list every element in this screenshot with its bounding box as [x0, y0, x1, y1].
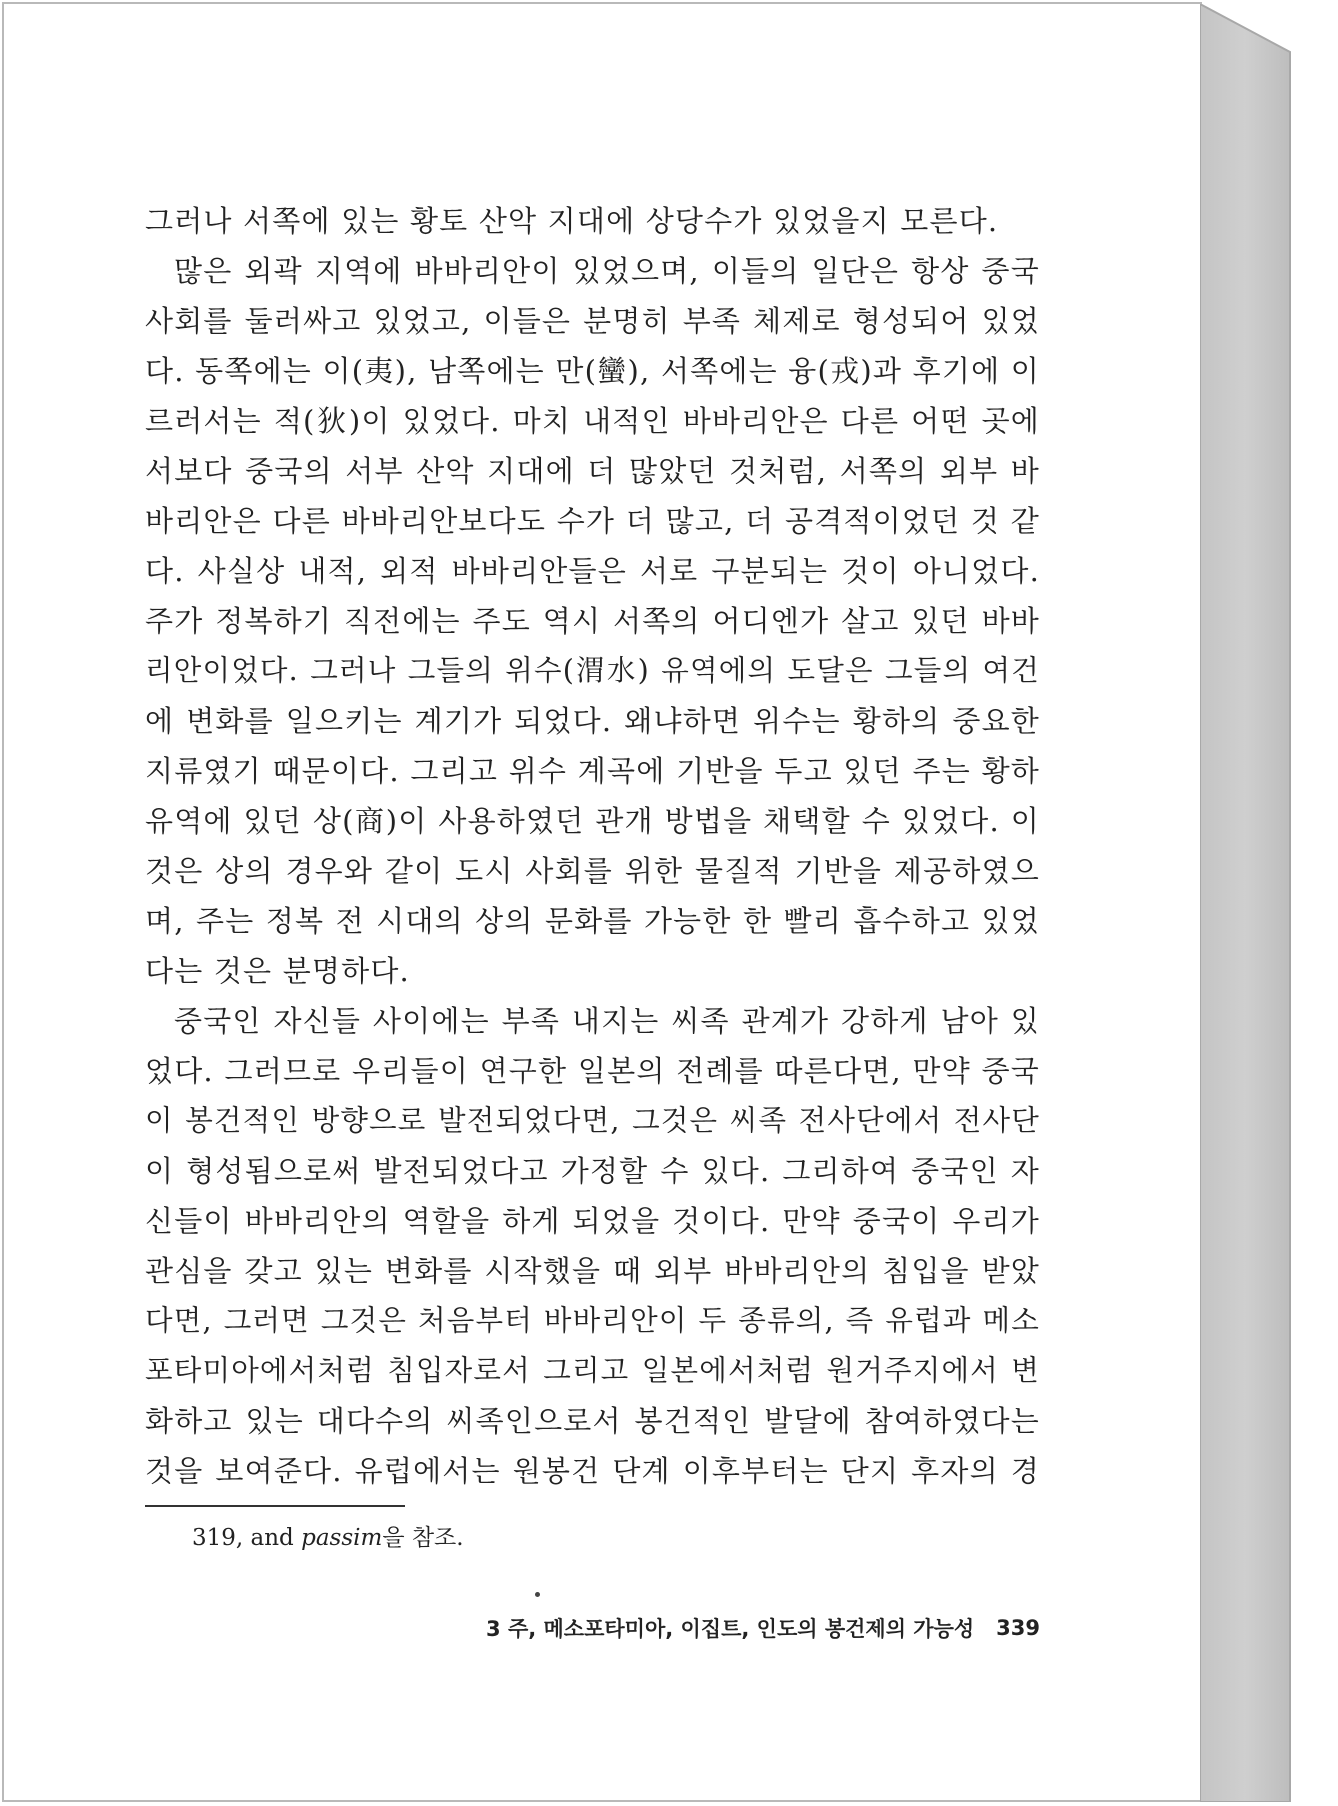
text-line: 서보다 중국의 서부 산악 지대에 더 많았던 것처럼, 서쪽의 외부 바 — [145, 454, 1040, 488]
text-line: 르러서는 적(狄)이 있었다. 마치 내적인 바바리안은 다른 어떤 곳에 — [145, 404, 1040, 438]
text-line: 지류였기 때문이다. 그리고 위수 계곡에 기반을 두고 있던 주는 황하 — [145, 754, 1040, 788]
text-line: 이 형성됨으로써 발전되었다고 가정할 수 있다. 그리하여 중국인 자 — [145, 1154, 1040, 1188]
text-line: 많은 외곽 지역에 바바리안이 있었으며, 이들의 일단은 항상 중국 — [174, 254, 1040, 288]
footnote — [192, 1522, 464, 1554]
text-line: 바리안은 다른 바바리안보다도 수가 더 많고, 더 공격적이었던 것 같 — [145, 504, 1040, 538]
text-line: 유역에 있던 상(商)이 사용하였던 관개 방법을 채택할 수 있었다. 이 — [145, 804, 1040, 838]
footnote-suffix: 을 참조. — [382, 1525, 464, 1551]
body-text — [145, 196, 1040, 1496]
page-number: 339 — [996, 1616, 1040, 1640]
footnote-reference: 319, and — [192, 1525, 302, 1551]
text-line: 신들이 바바리안의 역할을 하게 되었을 것이다. 만약 중국이 우리가 — [145, 1204, 1040, 1238]
text-line: 다면, 그러면 그것은 처음부터 바바리안이 두 종류의, 즉 유럽과 메소 — [145, 1304, 1040, 1337]
text-line: 포타미아에서처럼 침입자로서 그리고 일본에서처럼 원거주지에서 변 — [145, 1354, 1040, 1387]
running-footer — [390, 1610, 1040, 1646]
footnote-rule — [145, 1505, 405, 1507]
running-title: 3 주, 메소포타미아, 이집트, 인도의 봉건제의 가능성 — [486, 1617, 975, 1641]
text-line: 것을 보여준다. 유럽에서는 원봉건 단계 이후부터는 단지 후자의 경 — [145, 1454, 1040, 1488]
text-line: 것은 상의 경우와 같이 도시 사회를 위한 물질적 기반을 제공하였으 — [145, 854, 1040, 888]
text-line: 화하고 있는 대다수의 씨족인으로서 봉건적인 발달에 참여하였다는 — [145, 1404, 1040, 1438]
text-line: 이 봉건적인 방향으로 발전되었다면, 그것은 씨족 전사단에서 전사단 — [145, 1104, 1040, 1137]
text-line: 다는 것은 분명하다. — [145, 954, 410, 988]
text-line: 에 변화를 일으키는 계기가 되었다. 왜냐하면 위수는 황하의 중요한 — [145, 704, 1040, 738]
book-page-edge — [1200, 4, 1334, 1802]
text-line: 관심을 갖고 있는 변화를 시작했을 때 외부 바바리안의 침입을 받았 — [145, 1254, 1040, 1288]
text-line: 리안이었다. 그러나 그들의 위수(渭水) 유역에의 도달은 그들의 여건 — [145, 654, 1040, 687]
text-line: 사회를 둘러싸고 있었고, 이들은 분명히 부족 체제로 형성되어 있었 — [145, 304, 1040, 338]
print-speck — [535, 1592, 540, 1597]
text-line: 주가 정복하기 직전에는 주도 역시 서쪽의 어디엔가 살고 있던 바바 — [145, 604, 1040, 638]
text-line: 다. 사실상 내적, 외적 바바리안들은 서로 구분되는 것이 아니었다. — [145, 554, 1040, 588]
text-line: 그러나 서쪽에 있는 황토 산악 지대에 상당수가 있었을지 모른다. — [145, 204, 999, 238]
text-line: 다. 동쪽에는 이(夷), 남쪽에는 만(蠻), 서쪽에는 융(戎)과 후기에 이 — [145, 354, 1040, 388]
text-line: 었다. 그러므로 우리들이 연구한 일본의 전례를 따른다면, 만약 중국 — [145, 1054, 1040, 1088]
text-line: 며, 주는 정복 전 시대의 상의 문화를 가능한 한 빨리 흡수하고 있었 — [145, 904, 1040, 938]
footnote-italic-term: passim — [301, 1525, 383, 1551]
text-line: 중국인 자신들 사이에는 부족 내지는 씨족 관계가 강하게 남아 있 — [174, 1004, 1040, 1038]
